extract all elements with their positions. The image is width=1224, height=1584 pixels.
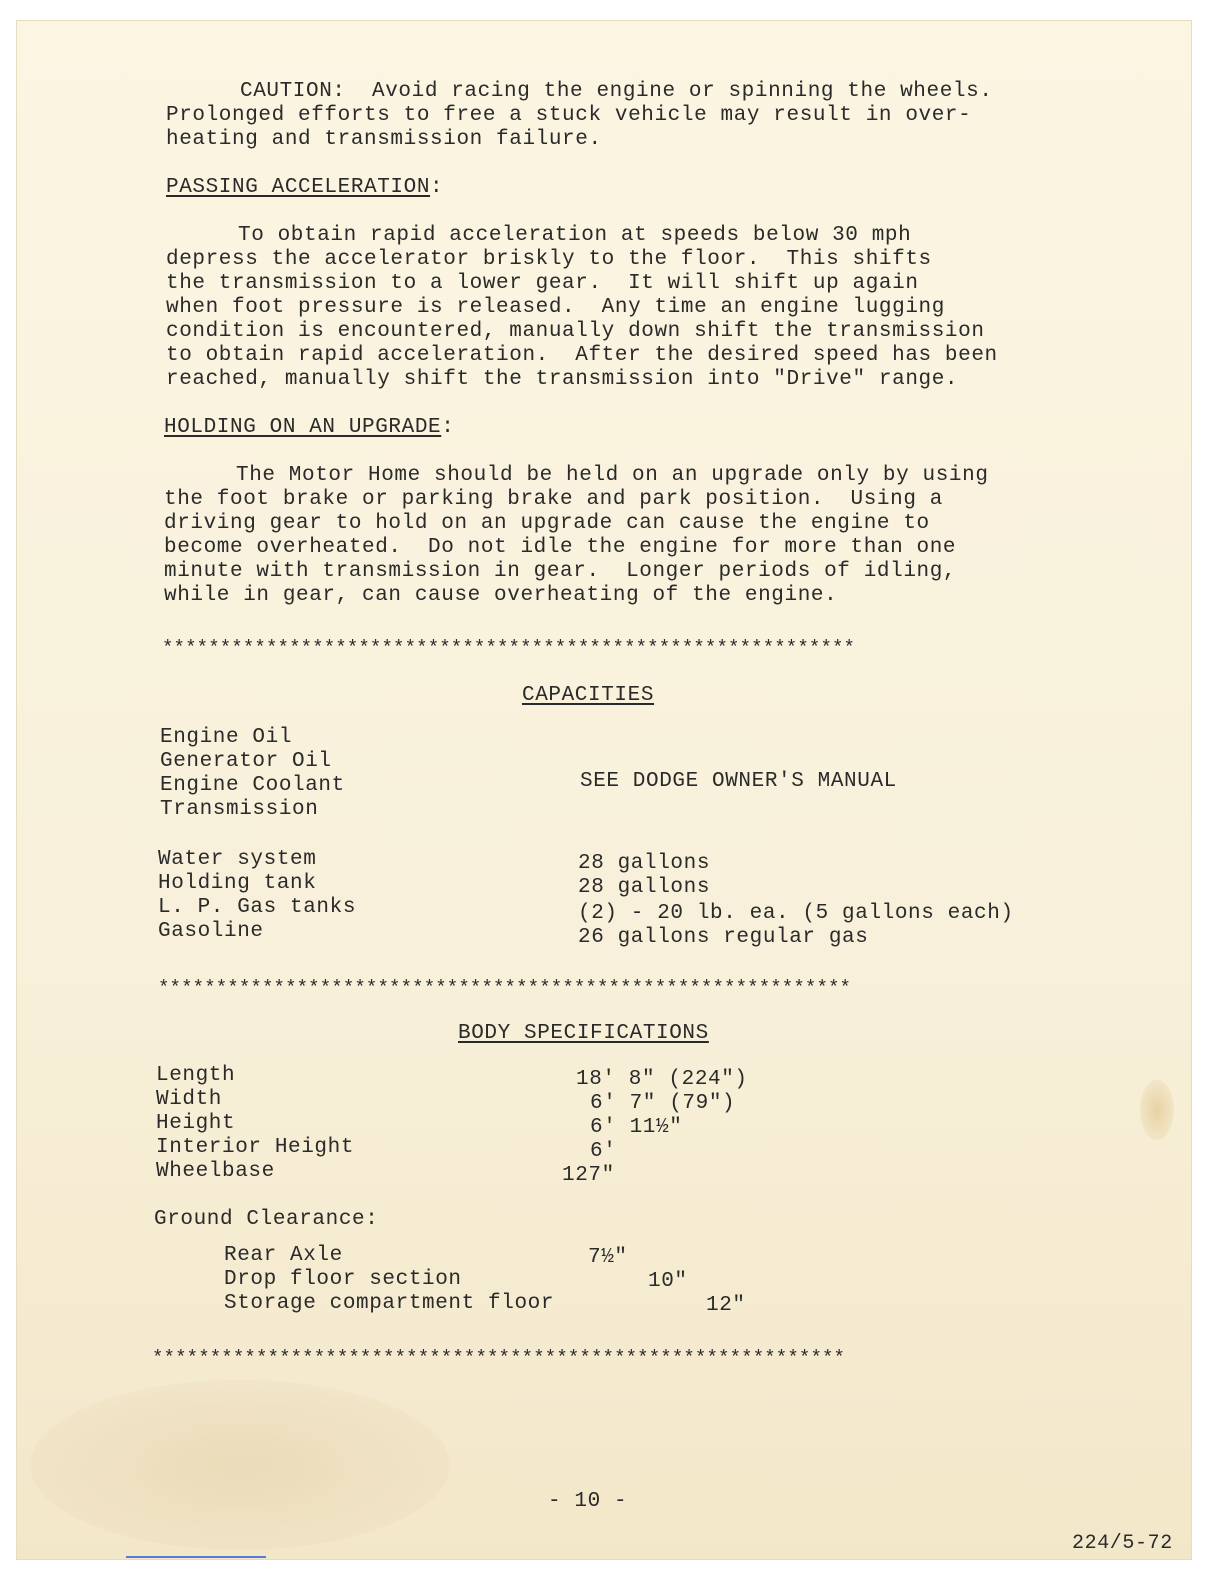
- paper-stain: [1140, 1080, 1174, 1140]
- capacity-value: 28 gallons: [578, 876, 711, 899]
- clearance-label: Storage compartment floor: [224, 1292, 555, 1315]
- capacity-label: Holding tank: [158, 872, 317, 895]
- separator: ************************************************************: [162, 637, 856, 659]
- paper-stain: [30, 1380, 450, 1550]
- holding-heading-text: HOLDING ON AN UPGRADE: [164, 416, 442, 439]
- passing-line: reached, manually shift the transmission into "Drive" range.: [166, 368, 959, 391]
- passing-line: depress the accelerator briskly to the floor. This shifts: [166, 248, 932, 271]
- holding-line: minute with transmission in gear. Longer periods of idling,: [164, 560, 957, 583]
- spec-value: 6' 11½": [590, 1116, 683, 1139]
- body-specs-heading: BODY SPECIFICATIONS: [458, 1022, 709, 1045]
- holding-heading-colon: :: [441, 416, 455, 439]
- separator: ************************************************************: [158, 977, 852, 999]
- clearance-label: Rear Axle: [224, 1244, 343, 1267]
- capacity-value: (2) - 20 lb. ea. (5 gallons each): [578, 902, 1014, 925]
- holding-line: driving gear to hold on an upgrade can cause the engine to: [164, 512, 930, 535]
- clearance-label: Drop floor section: [224, 1268, 462, 1291]
- holding-line: the foot brake or parking brake and park position. Using a: [164, 488, 943, 511]
- holding-line: while in gear, can cause overheating of the engine.: [164, 584, 838, 607]
- passing-line: To obtain rapid acceleration at speeds below 30 mph: [238, 224, 912, 247]
- clearance-value: 12": [706, 1294, 746, 1317]
- capacity-value: 28 gallons: [578, 852, 711, 875]
- capacities-heading: CAPACITIES: [522, 684, 655, 707]
- spec-label: Length: [156, 1064, 236, 1087]
- spec-value: 127": [562, 1164, 615, 1187]
- ground-clearance-heading: Ground Clearance:: [154, 1208, 379, 1231]
- capacity-label: Generator Oil: [160, 750, 332, 773]
- caution-line: heating and transmission failure.: [166, 128, 602, 151]
- holding-line: become overheated. Do not idle the engine for more than one: [164, 536, 957, 559]
- capacity-label: Engine Coolant: [160, 774, 345, 797]
- capacity-label: Gasoline: [158, 920, 264, 943]
- capacity-label: Engine Oil: [160, 726, 293, 749]
- capacity-label: Water system: [158, 848, 317, 871]
- clearance-value: 7½": [588, 1246, 628, 1269]
- passing-line: when foot pressure is released. Any time an engine lugging: [166, 296, 945, 319]
- caution-line: CAUTION: Avoid racing the engine or spinning the wheels.: [240, 80, 993, 103]
- spec-label: Height: [156, 1112, 236, 1135]
- caution-line: Prolonged efforts to free a stuck vehicle may result in over-: [166, 104, 972, 127]
- capacity-label: Transmission: [160, 798, 319, 821]
- passing-heading: [166, 176, 443, 200]
- passing-line: to obtain rapid acceleration. After the desired speed has been: [166, 344, 998, 367]
- passing-heading-colon: :: [430, 176, 444, 199]
- capacity-value: 26 gallons regular gas: [578, 926, 869, 949]
- holding-line: The Motor Home should be held on an upgrade only by using: [236, 464, 989, 487]
- spec-value: 6' 7" (79"): [590, 1092, 736, 1115]
- capacity-label: L. P. Gas tanks: [158, 896, 357, 919]
- separator: ************************************************************: [152, 1347, 846, 1369]
- passing-heading-text: PASSING ACCELERATION: [166, 176, 431, 199]
- scan-edge-line: [126, 1556, 266, 1558]
- spec-value: 6': [590, 1140, 617, 1163]
- spec-value: 18' 8" (224"): [576, 1068, 748, 1091]
- spec-label: Width: [156, 1088, 223, 1111]
- spec-label: Wheelbase: [156, 1160, 275, 1183]
- passing-line: condition is encountered, manually down shift the transmission: [166, 320, 985, 343]
- spec-label: Interior Height: [156, 1136, 355, 1159]
- passing-line: the transmission to a lower gear. It will shift up again: [166, 272, 919, 295]
- capacity-manual-value: SEE DODGE OWNER'S MANUAL: [580, 770, 897, 793]
- document-code: 224/5-72: [1072, 1532, 1173, 1555]
- page-number: - 10 -: [548, 1490, 628, 1513]
- clearance-value: 10": [648, 1270, 688, 1293]
- holding-heading: [164, 416, 454, 440]
